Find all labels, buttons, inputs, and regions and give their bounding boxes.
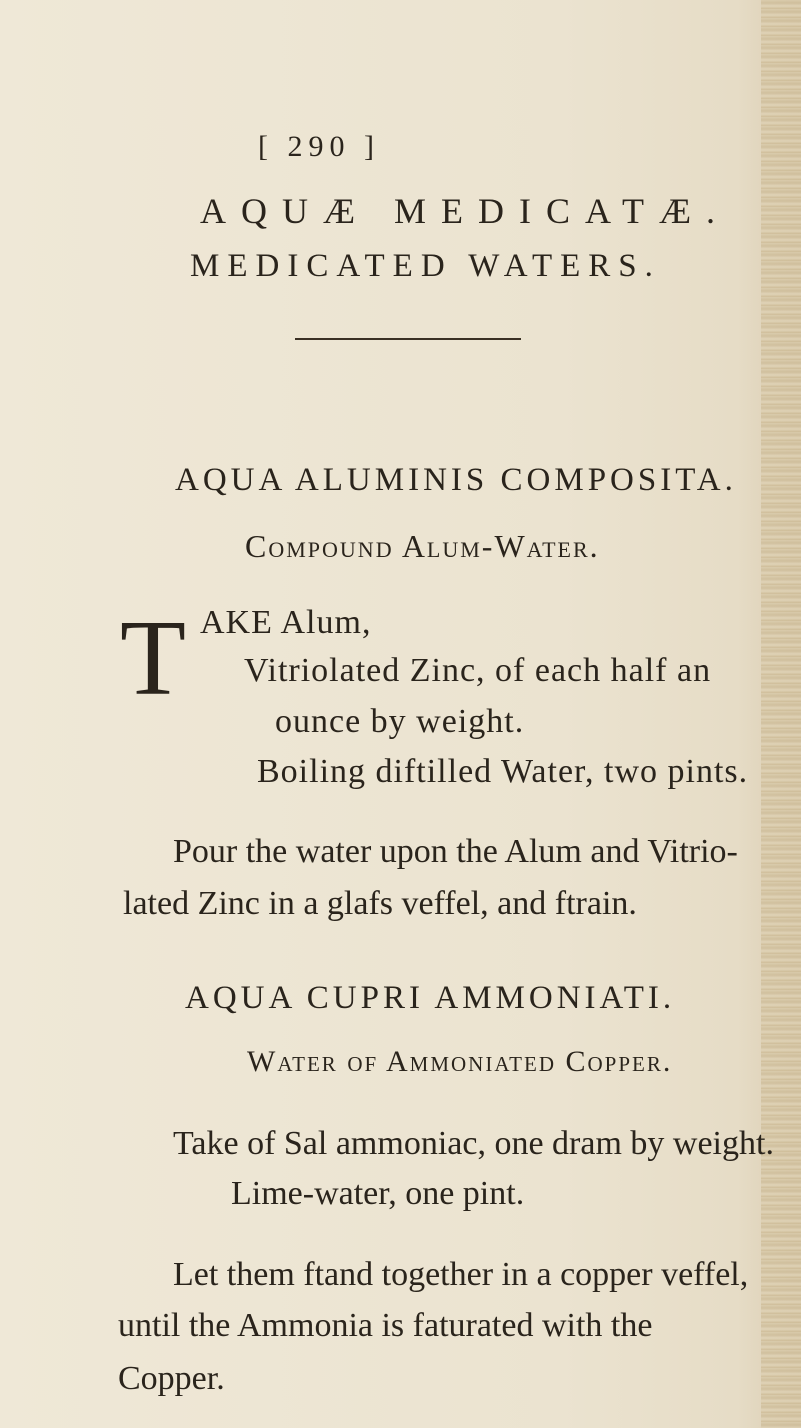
recipe-title: AQUA CUPRI AMMONIATI. (185, 980, 676, 1016)
recipe-subtitle: Compound Alum-Water. (245, 528, 600, 564)
instruction-line: lated Zinc in a glafs veffel, and ftrain. (123, 885, 637, 922)
ingredient-line: ounce by weight. (275, 703, 525, 740)
ingredient-line: Vitriolated Zinc, of each half an (244, 652, 712, 689)
divider-rule (295, 338, 521, 340)
drop-cap: T (120, 599, 186, 718)
ingredient-line: AKE Alum, (200, 604, 372, 641)
page-edge (761, 0, 801, 1428)
section-heading-latin: AQUÆ MEDICATÆ. (200, 191, 731, 231)
recipe-subtitle: Water of Ammoniated Copper. (247, 1045, 673, 1078)
instruction-line: until the Ammonia is faturated with the (118, 1307, 653, 1344)
ingredient-line: Lime-water, one pint. (231, 1175, 525, 1212)
ingredient-line: Boiling diftilled Water, two pints. (257, 753, 749, 790)
instruction-line: Let them ftand together in a copper veffel, (173, 1256, 749, 1293)
section-heading-english: MEDICATED WATERS. (190, 248, 661, 284)
page-number: [ 290 ] (258, 130, 380, 163)
instruction-line: Copper. (118, 1360, 225, 1397)
instruction-line: Pour the water upon the Alum and Vitrio- (173, 833, 738, 870)
recipe-title: AQUA ALUMINIS COMPOSITA. (175, 462, 737, 498)
ingredient-line: Take of Sal ammoniac, one dram by weight. (173, 1125, 774, 1162)
